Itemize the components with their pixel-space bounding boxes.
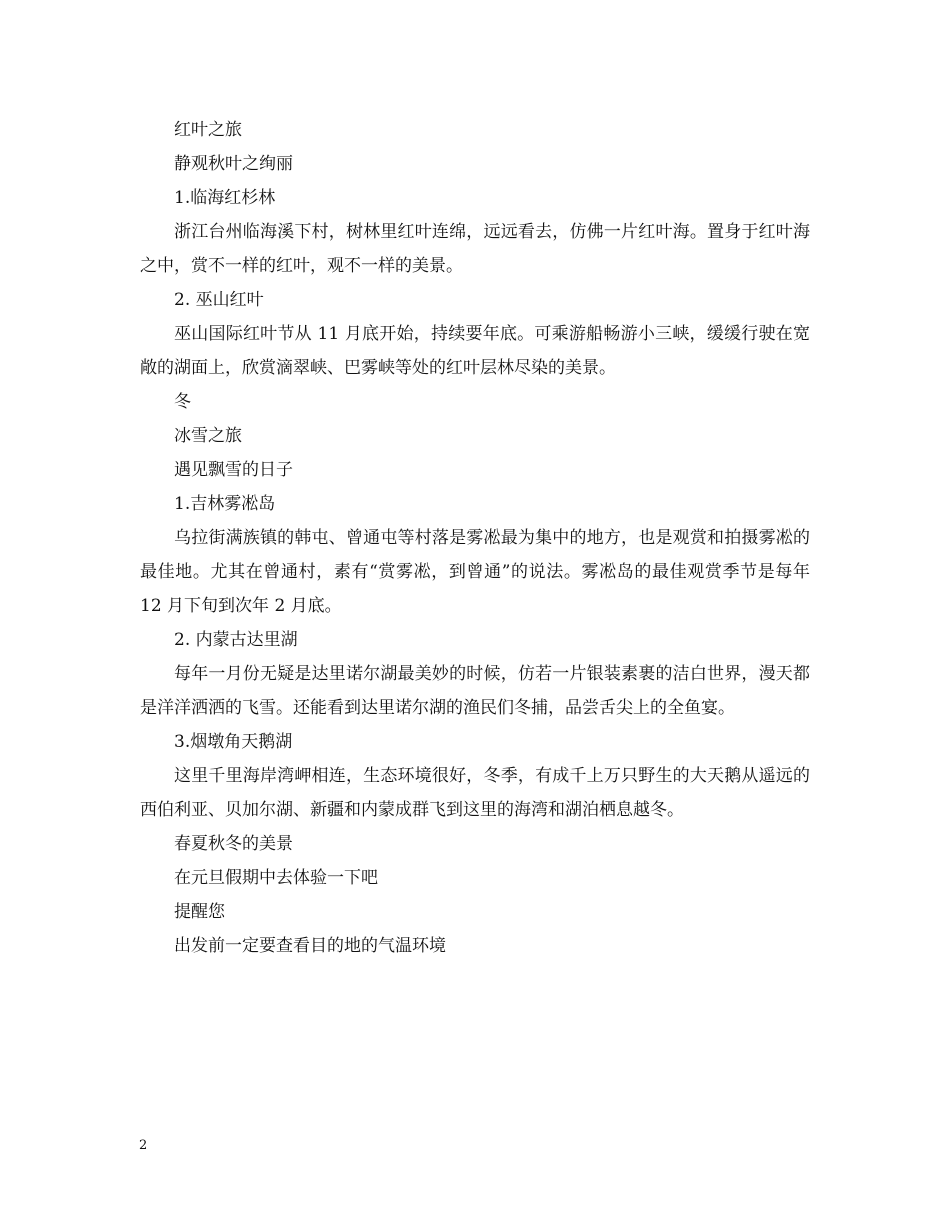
closing-line-seasons: 春夏秋冬的美景 bbox=[174, 834, 293, 854]
section-title-ice-snow-trip: 冰雪之旅 bbox=[174, 426, 242, 446]
item-heading-wushan: 2. 巫山红叶 bbox=[174, 290, 264, 310]
item-heading-swan-lake: 3.烟墩角天鹅湖 bbox=[174, 732, 293, 752]
paragraph-dali-lake: 每年一月份无疑是达里诺尔湖最美妙的时候，仿若一片银装素裹的洁白世界，漫天都是洋洋洒洒的飞雪。还能看到达里诺尔湖的渔民们冬捕，品尝舌尖上的全鱼宴。 bbox=[140, 664, 810, 718]
section-title-autumn-trip: 红叶之旅 bbox=[174, 120, 242, 140]
item-heading-jilin: 1.吉林雾凇岛 bbox=[174, 494, 276, 514]
paragraph-jilin: 乌拉街满族镇的韩屯、曾通屯等村落是雾凇最为集中的地方，也是观赏和拍摄雾凇的最佳地。尤其在曾通村，素有“赏雾凇，到曾通”的说法。雾凇岛的最佳观赏季节是每年 12 月下旬到次年 2 月底。 bbox=[140, 528, 810, 616]
paragraph-wushan: 巫山国际红叶节从 11 月底开始，持续要年底。可乘游船畅游小三峡，缓缓行驶在宽敞的湖面上，欣赏滴翠峡、巴雾峡等处的红叶层林尽染的美景。 bbox=[140, 324, 810, 378]
paragraph-swan-lake: 这里千里海岸湾岬相连，生态环境很好，冬季，有成千上万只野生的大天鹅从遥远的西伯利亚、贝加尔湖、新疆和内蒙成群飞到这里的海湾和湖泊栖息越冬。 bbox=[140, 766, 810, 820]
item-heading-dali-lake: 2. 内蒙古达里湖 bbox=[174, 630, 298, 650]
reminder-heading: 提醒您 bbox=[174, 902, 225, 922]
item-heading-linhai: 1.临海红杉林 bbox=[174, 188, 276, 208]
closing-line-holiday: 在元旦假期中去体验一下吧 bbox=[174, 868, 378, 888]
season-heading-winter: 冬 bbox=[174, 392, 191, 412]
reminder-text: 出发前一定要查看目的地的气温环境 bbox=[174, 936, 446, 956]
paragraph-linhai: 浙江台州临海溪下村，树林里红叶连绵，远远看去，仿佛一片红叶海。置身于红叶海之中，赏不一样的红叶，观不一样的美景。 bbox=[140, 222, 810, 276]
document-body bbox=[140, 113, 810, 963]
section-subtitle-winter: 遇见飘雪的日子 bbox=[174, 460, 293, 480]
page-number: 2 bbox=[139, 1138, 148, 1153]
section-subtitle-autumn: 静观秋叶之绚丽 bbox=[174, 154, 293, 174]
